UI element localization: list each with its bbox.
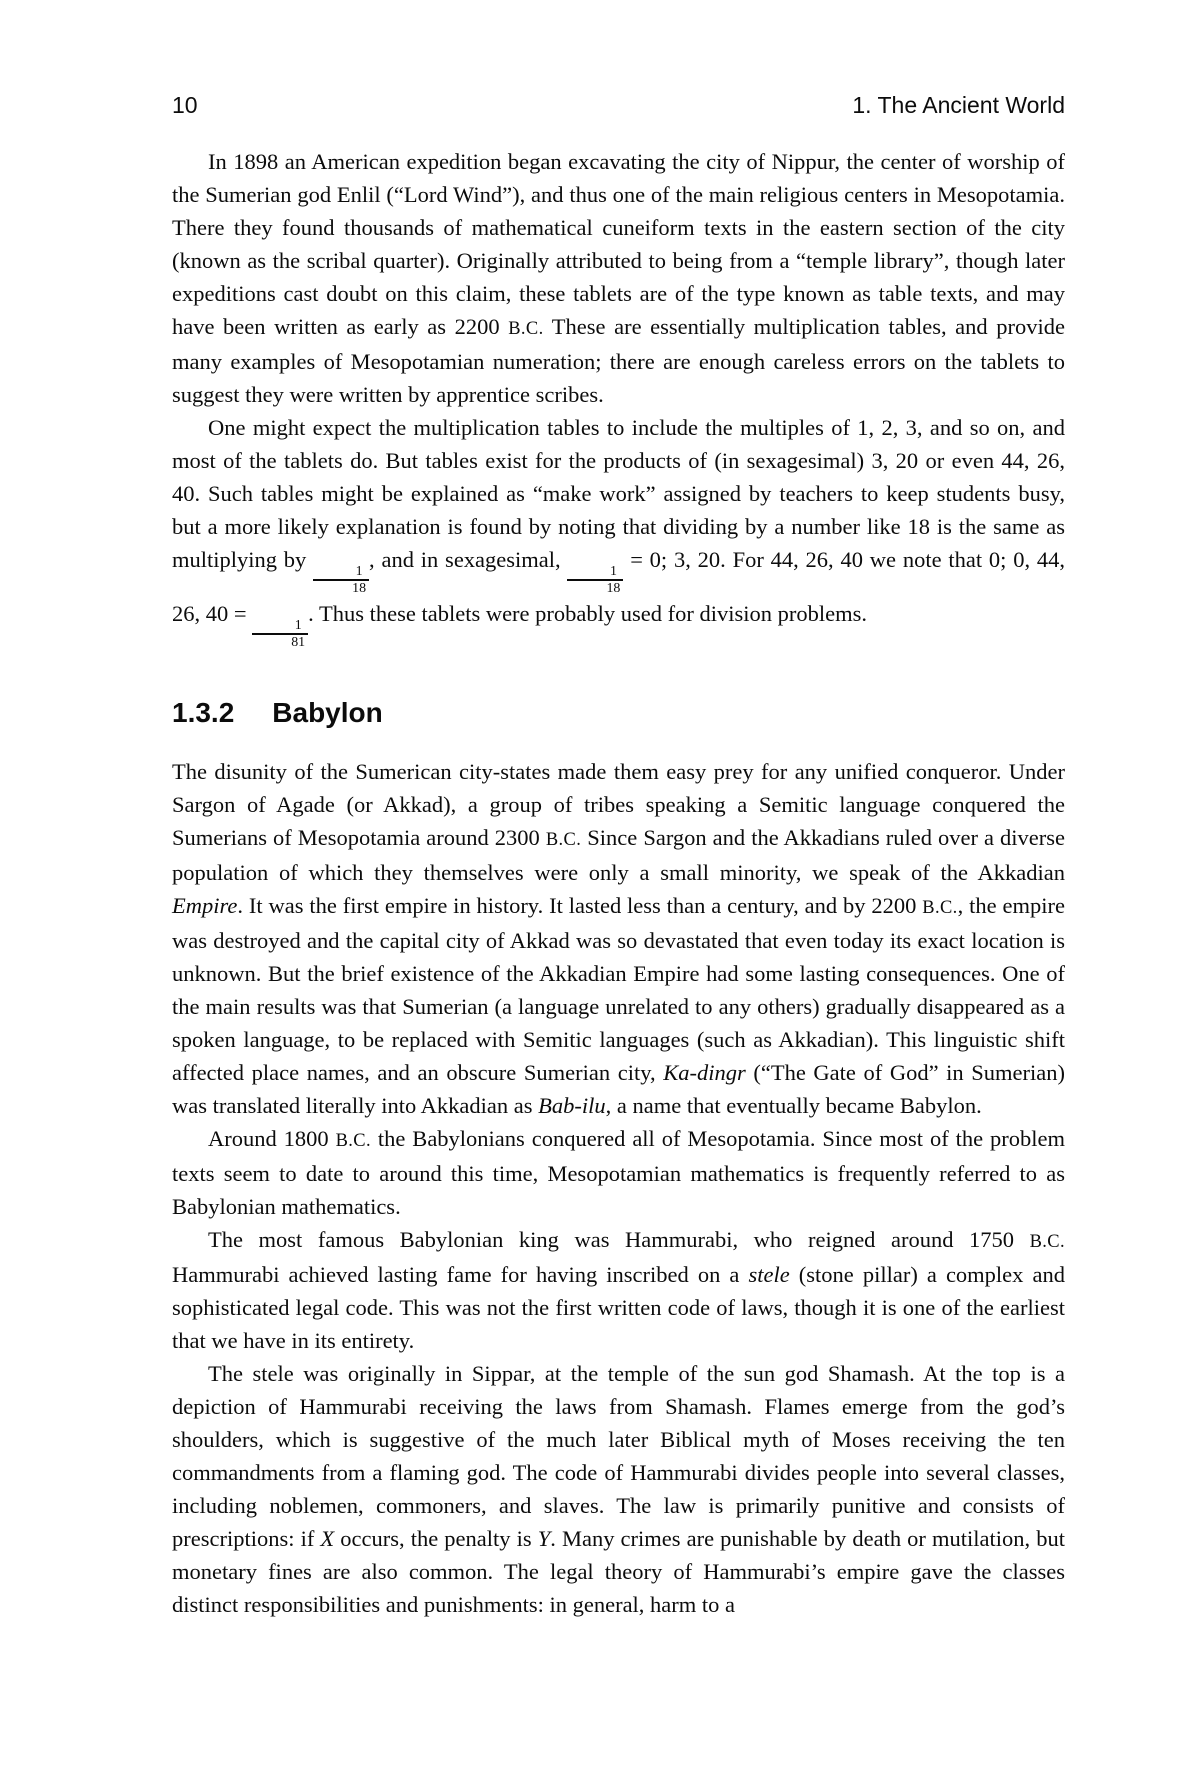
paragraph: One might expect the multiplication tables to include the multiples of 1, 2, 3, and so on, and most of the tablets do. But tables exist for the products of (in sexagesimal) 3, 20 or even 44, 26, 40. Such tables might be explained as “make work” assigned by teachers to keep students busy, but a more likely explanation is found by noting that dividing by a number like 18 is the same as multiplying by $\frac{1}{18}$ , and in sexagesimal, $\frac{1}{18}$ = 0; 3, 20. For 44, 26, 40 we note that 0; 0, 44, 26, 40 = $\frac{1}{81}$ . Thus these tablets were probably used for division problems. bbox=[172, 415, 1065, 651]
italic-run: Ka-dingr bbox=[663, 1059, 746, 1085]
section-number: 1.3.2 bbox=[172, 696, 235, 728]
fraction-numerator: 1 bbox=[355, 563, 363, 579]
section-heading bbox=[172, 697, 1065, 729]
paragraph: The most famous Babylonian king was Hammurabi, who reigned around 1750 B.C. Hammurabi achieved lasting fame for having inscribed on a stele (stone pillar) a complex and sophisticated legal code. This was not the first written code of laws, though it is one of the earliest that we have in its entirety. bbox=[172, 1226, 1065, 1353]
fraction-denominator: 18 bbox=[313, 579, 369, 597]
smallcaps-run: B.C. bbox=[508, 318, 544, 338]
italic-run: Bab-ilu bbox=[538, 1092, 606, 1118]
paragraph: In 1898 an American expedition began excavating the city of Nippur, the center of worship of the Sumerian god Enlil (“Lord Wind”), and thus one of the main religious centers in Mesopotamia. There they found thousands of mathematical cuneiform texts in the eastern section of the city (known as the scribal quarter). Originally attributed to being from a “temple library”, though later expeditions cast doubt on this claim, these tablets are of the type known as table texts, and may have been written as early as 2200 B.C. These are essentially multiplication tables, and provide many examples of Mesopotamian numeration; there are enough careless errors on the tablets to suggest they were written by apprentice scribes. bbox=[172, 149, 1065, 407]
fraction bbox=[567, 564, 623, 597]
smallcaps-run: B.C. bbox=[545, 828, 582, 849]
page-number: 10 bbox=[172, 92, 198, 118]
italic-run: X bbox=[320, 1525, 335, 1551]
smallcaps-run: B.C. bbox=[922, 896, 958, 917]
section-title: Babylon bbox=[272, 696, 383, 728]
fraction-numerator: 1 bbox=[609, 563, 617, 579]
smallcaps-run: B.C. bbox=[1029, 1230, 1065, 1251]
fraction bbox=[313, 564, 369, 597]
italic-run: Y bbox=[537, 1525, 551, 1551]
fraction-denominator: 18 bbox=[567, 579, 623, 597]
smallcaps-run: B.C. bbox=[335, 1129, 371, 1150]
fraction bbox=[252, 618, 308, 651]
italic-run: Empire bbox=[172, 892, 238, 918]
page-header bbox=[172, 92, 1065, 119]
italic-run: stele bbox=[748, 1261, 790, 1287]
page-body bbox=[172, 145, 1065, 1621]
running-header: 1. The Ancient World bbox=[852, 92, 1065, 118]
paragraph: Around 1800 B.C. the Babylonians conquered all of Mesopotamia. Since most of the problem texts seem to date to around this time, Mesopotamian mathematics is frequently referred to as Babylonian mathematics. bbox=[172, 1125, 1065, 1219]
paragraph: The disunity of the Sumerican city-states made them easy prey for any unified conqueror. Under Sargon of Agade (or Akkad), a group of tribes speaking a Semitic language conquered the Sumerians of Mesopotamia around 2300 B.C. Since Sargon and the Akkadians ruled over a diverse population of which they themselves were only a small minority, we speak of the Akkadian Empire. It was the first empire in history. It lasted less than a century, and by 2200 B.C., the empire was destroyed and the capital city of Akkad was so devastated that even today its exact location is unknown. But the brief existence of the Akkadian Empire had some lasting consequences. One of the main results was that Sumerian (a language unrelated to any others) gradually disappeared as a spoken language, to be replaced with Semitic languages (such as Akkadian). This linguistic shift affected place names, and an obscure Sumerian city, Ka-dingr (“The Gate of God” in Sumerian) was translated literally into Akkadian as Bab-ilu, a name that eventually became Babylon. bbox=[172, 758, 1065, 1118]
fraction-numerator: 1 bbox=[294, 617, 302, 633]
paragraph: The stele was originally in Sippar, at the temple of the sun god Shamash. At the top is a depiction of Hammurabi receiving the laws from Shamash. Flames emerge from the god’s shoulders, which is suggestive of the much later Biblical myth of Moses receiving the ten commandments from a flaming god. The code of Hammurabi divides people into several classes, including noblemen, commoners, and slaves. The law is primarily punitive and consists of prescriptions: if X occurs, the penalty is Y. Many crimes are punishable by death or mutilation, but monetary fines are also common. The legal theory of Hammurabi’s empire gave the classes distinct responsibilities and punishments: in general, harm to a bbox=[172, 1360, 1065, 1617]
fraction-denominator: 81 bbox=[252, 633, 308, 651]
